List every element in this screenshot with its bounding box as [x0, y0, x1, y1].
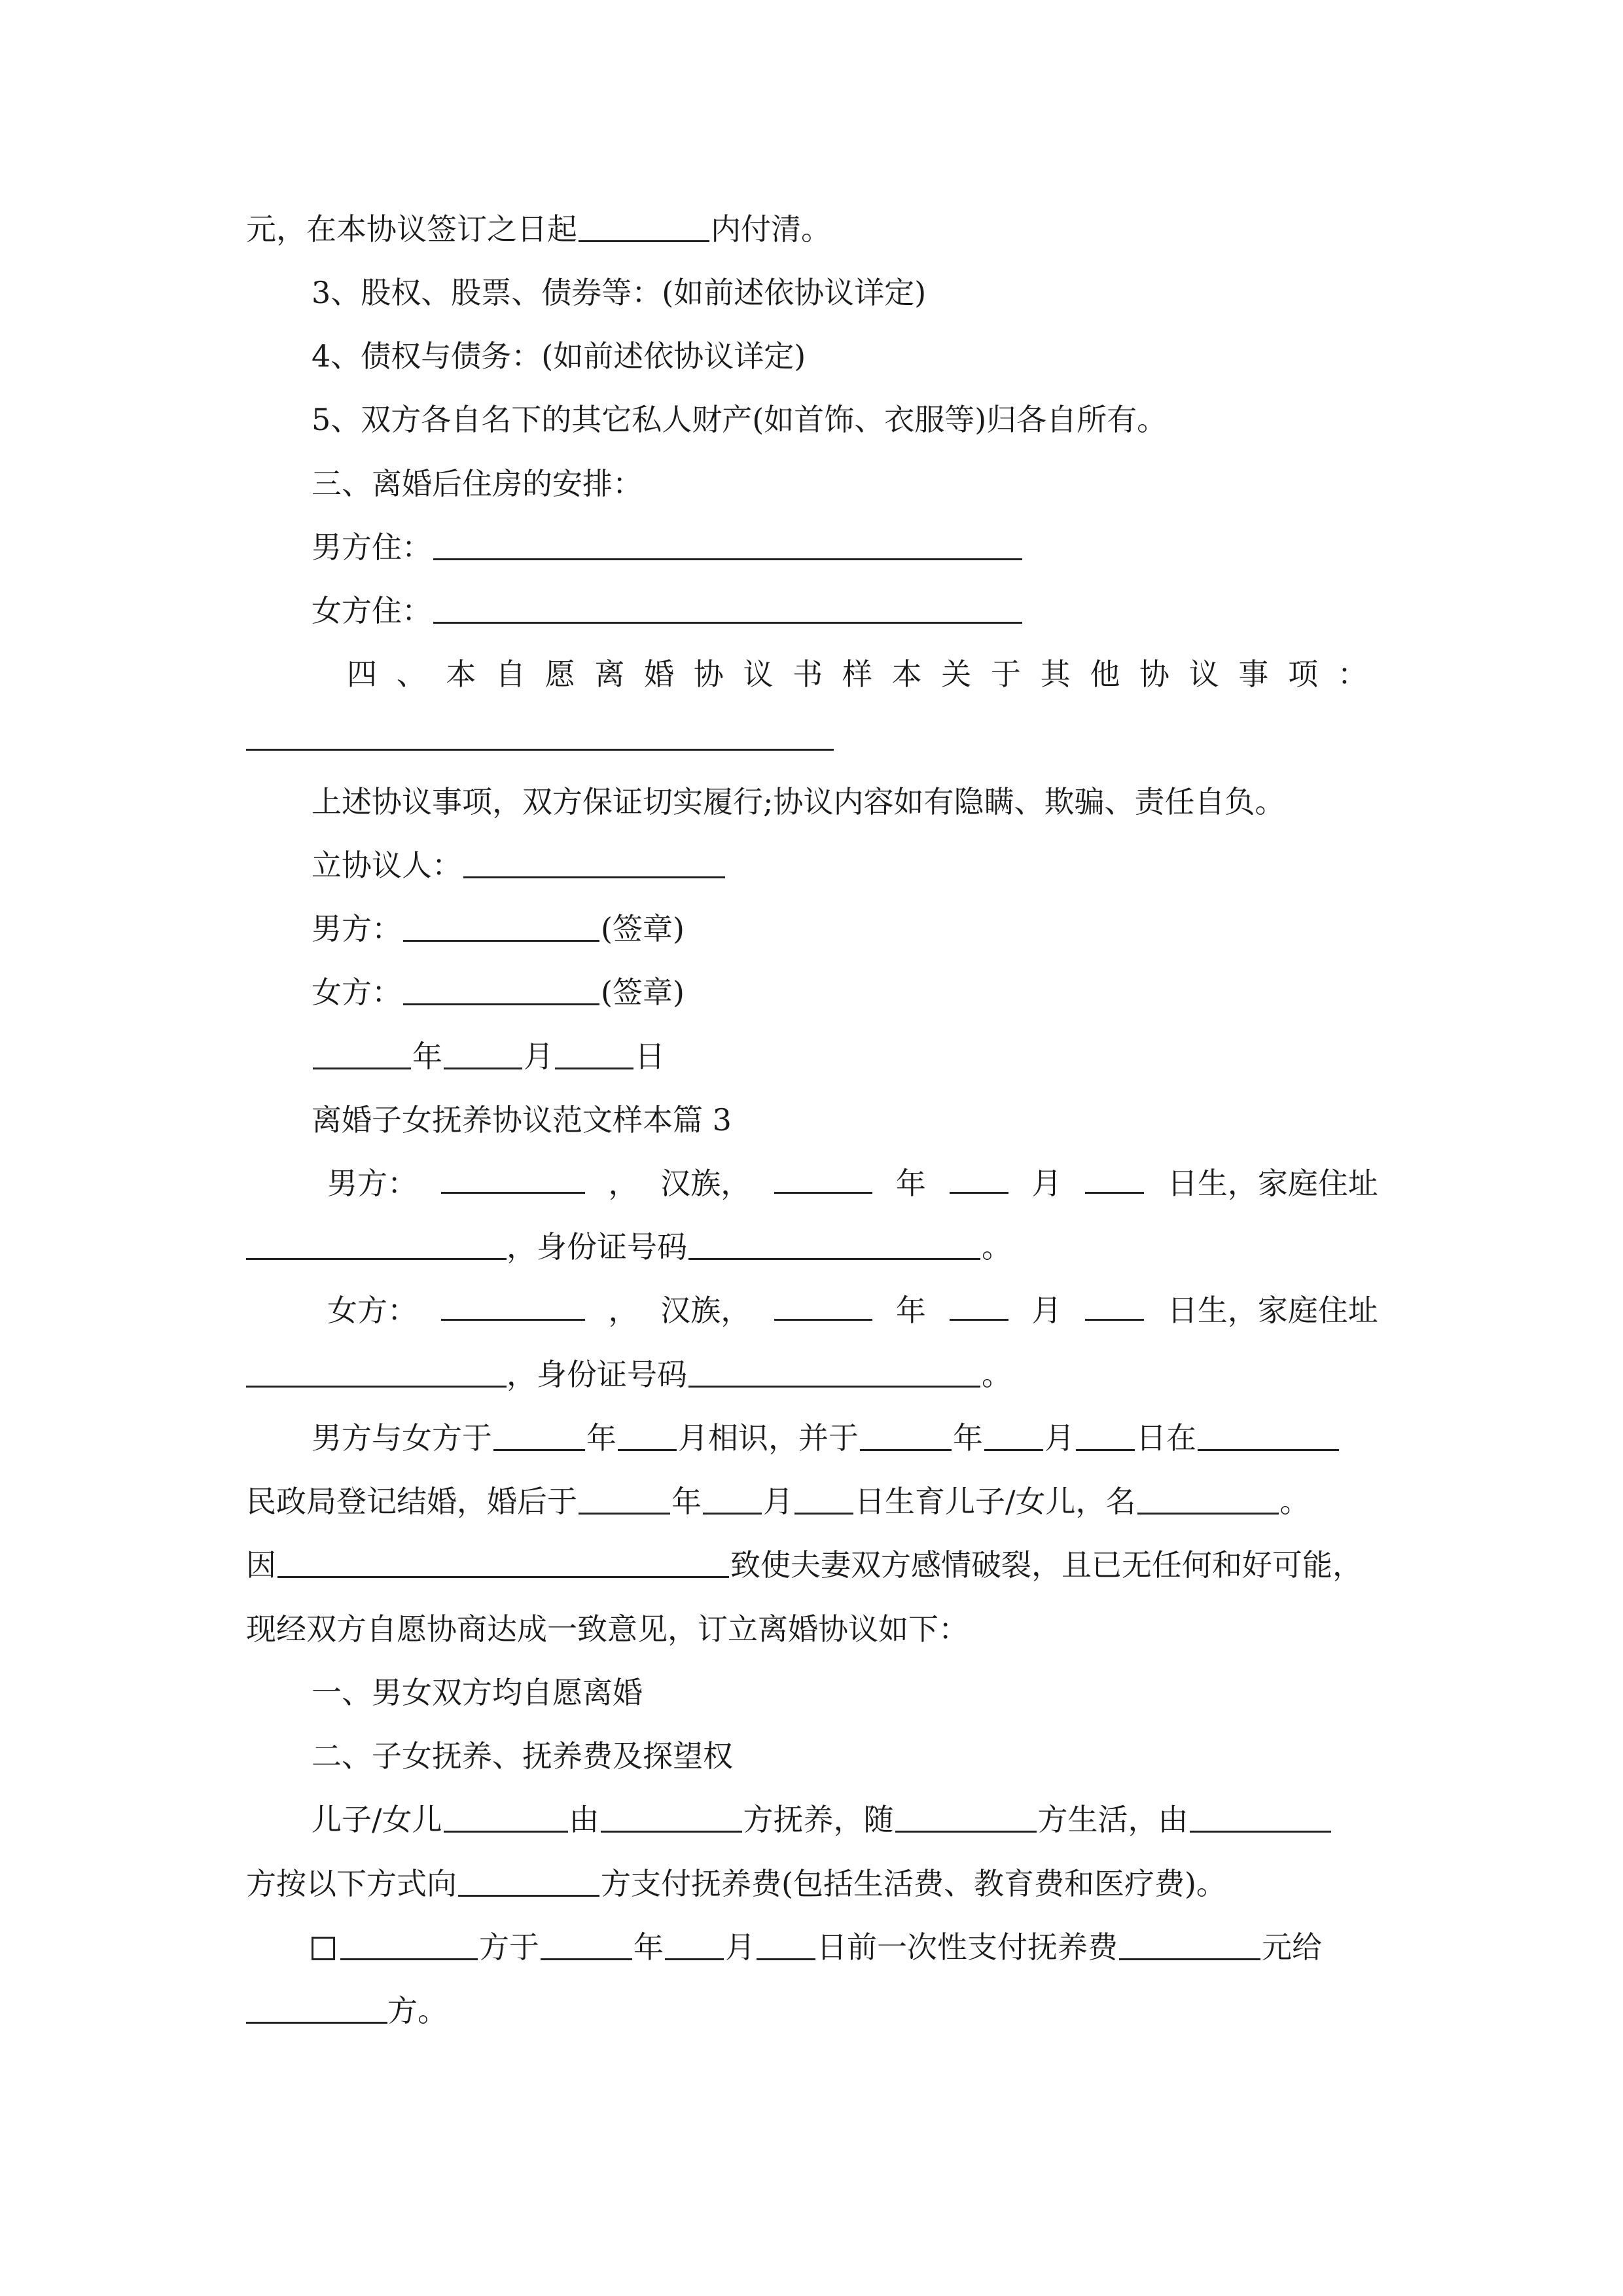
heading-char: 婚 — [644, 656, 675, 692]
section-other-matters-heading — [347, 642, 1368, 706]
blank-field — [458, 1862, 599, 1897]
cause-line: 因 致使夫妻双方感情破裂，且已无任何和好可能， — [246, 1533, 1418, 1597]
heading-char: 离 — [594, 656, 625, 692]
woman-id-line: ，身份证号码 。 — [246, 1342, 1398, 1407]
heading-char: 于 — [990, 656, 1021, 692]
blank-field — [1119, 1926, 1260, 1960]
blank-field — [403, 907, 599, 942]
heading-char: 本 — [446, 656, 476, 692]
heading-char: 、 — [396, 656, 427, 692]
marriage-history-line: 男方与女方于 年 月相识，并于 年 月 日在 — [312, 1406, 1398, 1470]
blank-field — [433, 526, 1022, 560]
blank-field — [774, 1286, 872, 1321]
blank-field — [441, 1286, 585, 1321]
clause-stocks: 3、股权、股票、债券等：(如前述依协议详定) — [312, 275, 927, 310]
blank-field — [1190, 1798, 1331, 1833]
payment-clause-continued: 元，在本协议签订之日起 内付清。 — [246, 197, 1398, 261]
blank-field — [688, 1353, 980, 1388]
section-title-sample-3: 离婚子女抚养协议范文样本篇 3 — [312, 1102, 732, 1138]
blank-field — [950, 1159, 1008, 1194]
lump-sum-option-line: 方于 年 月 日前一次性支付抚养费 元给 — [312, 1915, 1398, 1979]
blank-field — [444, 1798, 568, 1833]
blank-field — [463, 844, 725, 878]
checkbox[interactable] — [312, 1937, 335, 1960]
blank-field — [444, 1035, 522, 1069]
blank-field — [1198, 1416, 1339, 1451]
blank-field — [950, 1286, 1008, 1321]
blank-field — [1085, 1286, 1144, 1321]
section-child-custody-heading: 二、子女抚养、抚养费及探望权 — [312, 1738, 733, 1774]
signatory-line: 立协议人： — [312, 833, 1398, 897]
man-id-line: ，身份证号码 。 — [246, 1215, 1398, 1279]
blank-field — [246, 1353, 507, 1388]
blank-field — [794, 1480, 853, 1515]
section-housing-heading: 三、离婚后住房的安排： — [312, 466, 643, 501]
blank-field — [277, 1543, 729, 1578]
blank-field — [246, 716, 834, 751]
clause-private-property: 5、双方各自名下的其它私人财产(如首饰、衣服等)归各自所有。 — [312, 402, 1168, 437]
blank-field — [618, 1416, 677, 1451]
blank-field — [541, 1926, 632, 1960]
heading-char: 协 — [693, 656, 724, 692]
clause-voluntary-divorce: 一、男女双方均自愿离婚 — [312, 1675, 643, 1710]
heading-char: 其 — [1040, 656, 1071, 692]
support-payment-line: 方按以下方式向 方支付抚养费(包括生活费、教育费和医疗费)。 — [246, 1852, 1398, 1916]
heading-char: 关 — [941, 656, 972, 692]
registration-line: 民政局登记结婚，婚后于 年 月 日生育儿子/女儿，名 。 — [246, 1469, 1418, 1534]
heading-char: 四 — [347, 656, 377, 692]
blank-field — [441, 1159, 585, 1194]
blank-field — [774, 1159, 872, 1194]
blank-field — [1085, 1159, 1144, 1194]
woman-residence-line: 女方住： — [312, 579, 1398, 643]
heading-char: 自 — [495, 656, 526, 692]
blank-field — [555, 1035, 633, 1069]
blank-field — [688, 1225, 980, 1260]
man-info-line: 男方： ， 汉族， 年 月 日生，家庭住址 — [327, 1151, 1378, 1215]
lump-sum-recipient-line: 方。 — [246, 1979, 1398, 2043]
blank-field — [601, 1798, 742, 1833]
custody-line: 儿子/女儿 由 方抚养，随 方生活，由 — [312, 1787, 1398, 1852]
man-signature-line: 男方： (签章) — [312, 897, 1398, 961]
heading-char: 他 — [1090, 656, 1120, 692]
woman-signature-line: 女方： (签章) — [312, 960, 1398, 1024]
agreement-intro: 现经双方自愿协商达成一致意见，订立离婚协议如下： — [246, 1611, 969, 1647]
date-line: 年 月 日 — [312, 1024, 1398, 1088]
blank-field — [703, 1480, 762, 1515]
heading-char: 议 — [1188, 656, 1219, 692]
woman-info-line: 女方： ， 汉族， 年 月 日生，家庭住址 — [327, 1278, 1378, 1342]
heading-char: 事 — [1238, 656, 1269, 692]
blank-field — [579, 207, 709, 242]
man-residence-line: 男方住： — [312, 515, 1398, 579]
blank-field — [1076, 1416, 1135, 1451]
blank-field — [340, 1926, 478, 1960]
blank-field — [895, 1798, 1037, 1833]
heading-char: ： — [1337, 656, 1368, 692]
guarantee-statement: 上述协议事项，双方保证切实履行;协议内容如有隐瞒、欺骗、责任自负。 — [312, 784, 1285, 819]
blank-field — [246, 1225, 507, 1260]
blank-field — [433, 589, 1022, 624]
heading-char: 协 — [1139, 656, 1169, 692]
clause-debts: 4、债权与债务：(如前述依协议详定) — [312, 338, 806, 374]
blank-field — [1137, 1480, 1279, 1515]
other-matters-blank-line — [246, 706, 1398, 770]
blank-field — [579, 1480, 670, 1515]
blank-field — [403, 971, 599, 1005]
blank-field — [757, 1926, 815, 1960]
blank-field — [246, 1989, 387, 2024]
heading-char: 愿 — [544, 656, 575, 692]
heading-char: 项 — [1288, 656, 1319, 692]
blank-field — [984, 1416, 1043, 1451]
blank-field — [313, 1035, 411, 1069]
blank-field — [493, 1416, 585, 1451]
blank-field — [665, 1926, 724, 1960]
blank-field — [860, 1416, 952, 1451]
heading-char: 书 — [793, 656, 823, 692]
heading-char: 议 — [743, 656, 774, 692]
heading-char: 样 — [842, 656, 872, 692]
heading-char: 本 — [891, 656, 922, 692]
